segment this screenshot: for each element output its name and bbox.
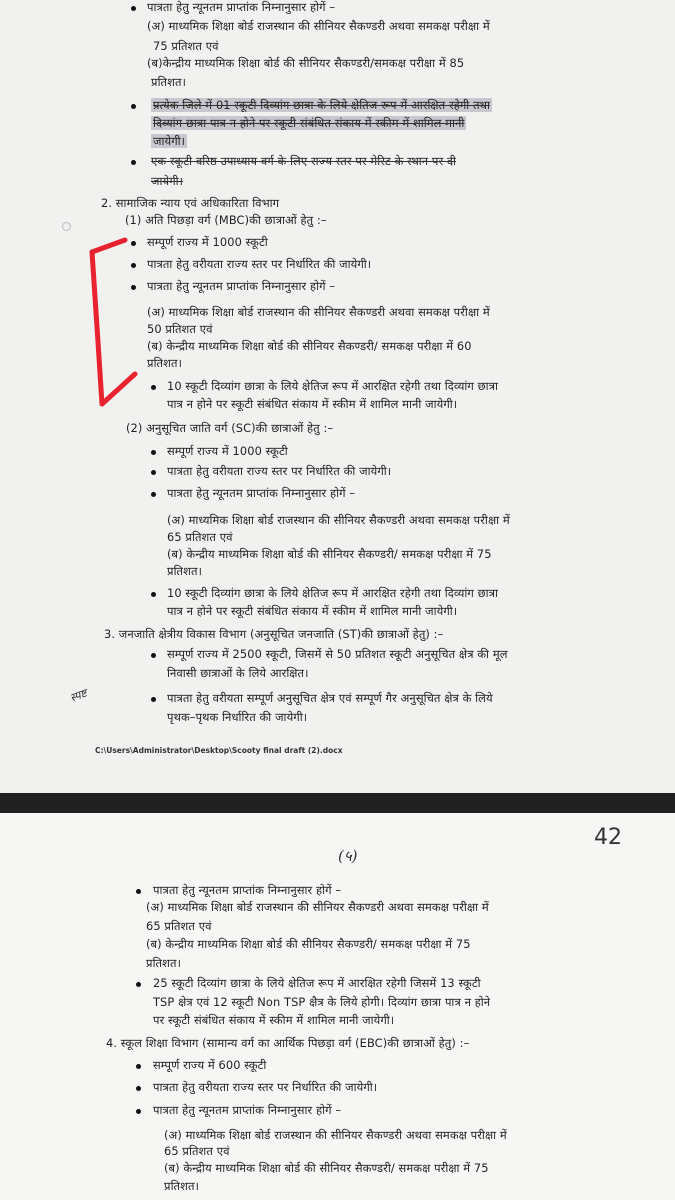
handwritten-page-mark: (५) xyxy=(338,847,358,865)
text-line: पात्र न होने पर स्कूटी संबंधित संकाय में स्कीम में शामिल मानी जायेगी। xyxy=(167,397,458,411)
text-line: प्रत्येक जिले में 01 स्कूटी दिव्यांग छात्रा के लिये क्षेतिज रूप में आरक्षित रहेगी तथा xyxy=(153,98,490,112)
text-line: सम्पूर्ण राज्य में 1000 स्कूटी xyxy=(167,444,288,458)
section-heading: 3. जनजाति क्षेत्रीय विकास विभाग (अनुसूचित जनजाति (ST)की छात्राओं हेतु) :– xyxy=(104,627,444,641)
text-line: TSP क्षेत्र एवं 12 स्कूटी Non TSP क्षैत्र के लिये होगी। दिव्यांग छात्रा पात्र न होने xyxy=(153,995,491,1009)
margin-note: स्पष्ट xyxy=(68,686,89,705)
text-line: जायेगी। xyxy=(153,134,186,148)
text-line: निवासी छात्राओं के लिये आरक्षित। xyxy=(167,666,309,680)
text-line: दिव्यांग छात्रा पात्र न होने पर स्कूटी संबंधित संकाय में स्कीम में शामिल मानी xyxy=(153,116,465,130)
file-path: C:\Users\Administrator\Desktop\Scooty final draft (2).docx xyxy=(95,746,343,755)
subsection-heading: (2) अनुसूचित जाति वर्ग (SC)की छात्राओं हेतु :– xyxy=(126,421,334,435)
text-line: (अ) माध्यमिक शिक्षा बोर्ड राजस्थान की सीनियर सैकण्डरी अथवा समकक्ष परीक्षा में xyxy=(164,1128,507,1142)
subsection-heading: (1) अति पिछड़ा वर्ग (MBC)की छात्राओं हेतु :– xyxy=(125,213,327,227)
text-line: (ब) केन्द्रीय माध्यमिक शिक्षा बोर्ड की सीनियर सैकण्डरी/ समकक्ष परीक्षा में 75 xyxy=(164,1161,489,1175)
bullet xyxy=(131,6,136,11)
text-line: एक स्कूटी वरिष्ठ उपाध्याय वर्ग के लिए राज्य स्तर पर मेरिट के स्थान पर दी xyxy=(151,154,457,168)
text-line: पात्रता हेतु न्यूनतम प्राप्तांक निम्नानुसार होगें – xyxy=(147,0,336,14)
text-line: सम्पूर्ण राज्य में 2500 स्कूटी, जिसमें से 50 प्रतिशत स्कूटी अनुसूचित क्षेत्र की मूल xyxy=(167,647,508,661)
text-line: पात्रता हेतु न्यूनतम प्राप्तांक निम्नानुसार होगें – xyxy=(153,1103,342,1117)
text-line: प्रतिशत। xyxy=(146,956,181,970)
text-line: 65 प्रतिशत एवं xyxy=(164,1144,230,1158)
text-line: 65 प्रतिशत एवं xyxy=(146,919,212,933)
bullet xyxy=(136,889,141,894)
binder-hole xyxy=(62,222,71,231)
text-line: प्रतिशत। xyxy=(151,75,186,89)
text-line: जायेगी। xyxy=(151,174,184,188)
text-line: पात्रता हेतु वरीयता राज्य स्तर पर निर्धारित की जायेगी। xyxy=(167,464,392,478)
bullet xyxy=(151,492,156,497)
text-line: प्रतिशत। xyxy=(147,356,182,370)
text-line: पात्र न होने पर स्कूटी संबंधित संकाय में स्कीम में शामिल मानी जायेगी। xyxy=(167,604,458,618)
text-line: पात्रता हेतु न्यूनतम प्राप्तांक निम्नानुसार होगें – xyxy=(153,883,342,897)
document-page-2 xyxy=(0,813,675,1200)
page-gap xyxy=(0,793,675,813)
section-heading: 2. सामाजिक न्याय एवं अधिकारिता विभाग xyxy=(101,196,280,210)
text-line: पर स्कूटी संबंधित संकाय में स्कीम में शामिल मानी जायेगी। xyxy=(153,1013,395,1027)
text-line: 25 स्कूटी दिव्यांग छात्रा के लिये क्षेतिज रूप में आरक्षित रहेगी जिसमें 13 स्कूटी xyxy=(153,976,481,990)
text-line: पात्रता हेतु वरीयता राज्य स्तर पर निर्धारित की जायेगी। xyxy=(153,1080,378,1094)
text-line: 50 प्रतिशत एवं xyxy=(147,322,213,336)
bullet xyxy=(151,653,156,658)
text-line: 65 प्रतिशत एवं xyxy=(167,530,233,544)
text-line: सम्पूर्ण राज्य में 600 स्कूटी xyxy=(153,1058,267,1072)
bullet xyxy=(131,160,136,165)
bullet xyxy=(136,982,141,987)
section-heading: 4. स्कूल शिक्षा विभाग (सामान्य वर्ग का आर्थिक पिछड़ा वर्ग (EBC)की छात्राओं हेतु) :– xyxy=(106,1036,470,1050)
bullet xyxy=(131,104,136,109)
bullet xyxy=(151,592,156,597)
bullet xyxy=(151,697,156,702)
text-line: (ब) केन्द्रीय माध्यमिक शिक्षा बोर्ड की सीनियर सैकण्डरी/ समकक्ष परीक्षा में 60 xyxy=(147,339,472,353)
text-line: सम्पूर्ण राज्य में 1000 स्कूटी xyxy=(147,235,268,249)
bullet xyxy=(136,1086,141,1091)
bullet xyxy=(136,1109,141,1114)
text-line: (अ) माध्यमिक शिक्षा बोर्ड राजस्थान की सीनियर सैकण्डरी अथवा समकक्ष परीक्षा में xyxy=(147,19,490,33)
text-line: पात्रता हेतु वरीयता राज्य स्तर पर निर्धारित की जायेगी। xyxy=(147,257,372,271)
text-line: 75 प्रतिशत एवं xyxy=(153,39,219,53)
text-line: (अ) माध्यमिक शिक्षा बोर्ड राजस्थान की सीनियर सैकण्डरी अथवा समकक्ष परीक्षा में xyxy=(146,900,489,914)
text-line: पृथक–पृथक निर्धारित की जायेगी। xyxy=(167,710,308,724)
text-line: पात्रता हेतु न्यूनतम प्राप्तांक निम्नानुसार होगें – xyxy=(167,486,356,500)
bullet xyxy=(151,470,156,475)
text-line: (अ) माध्यमिक शिक्षा बोर्ड राजस्थान की सीनियर सैकण्डरी अथवा समकक्ष परीक्षा में xyxy=(147,305,490,319)
text-line: (ब)केन्द्रीय माध्यमिक शिक्षा बोर्ड की सीनियर सैकण्डरी/समकक्ष परीक्षा में 85 xyxy=(147,56,465,70)
red-bracket-annotation xyxy=(80,232,150,412)
text-line: पात्रता हेतु न्यूनतम प्राप्तांक निम्नानुसार होगें – xyxy=(147,279,336,293)
text-line: (ब) केन्द्रीय माध्यमिक शिक्षा बोर्ड की सीनियर सैकण्डरी/ समकक्ष परीक्षा में 75 xyxy=(146,937,471,951)
text-line: प्रतिशत। xyxy=(164,1179,199,1193)
bullet xyxy=(151,450,156,455)
text-line: पात्रता हेतु वरीयता सम्पूर्ण अनुसूचित क्षेत्र एवं सम्पूर्ण गैर अनुसूचित क्षेत्र के लिये xyxy=(167,691,493,705)
text-line: प्रतिशत। xyxy=(167,564,202,578)
text-line: (ब) केन्द्रीय माध्यमिक शिक्षा बोर्ड की सीनियर सैकण्डरी/ समकक्ष परीक्षा में 75 xyxy=(167,547,492,561)
text-line: 10 स्कूटी दिव्यांग छात्रा के लिये क्षेतिज रूप में आरक्षित रहेगी तथा दिव्यांग छात्रा xyxy=(167,379,499,393)
bullet xyxy=(151,385,156,390)
text-line: (अ) माध्यमिक शिक्षा बोर्ड राजस्थान की सीनियर सैकण्डरी अथवा समकक्ष परीक्षा में xyxy=(167,513,510,527)
text-line: 10 स्कूटी दिव्यांग छात्रा के लिये क्षेतिज रूप में आरक्षित रहेगी तथा दिव्यांग छात्रा xyxy=(167,586,499,600)
bullet xyxy=(136,1064,141,1069)
page-number: 42 xyxy=(594,825,622,850)
